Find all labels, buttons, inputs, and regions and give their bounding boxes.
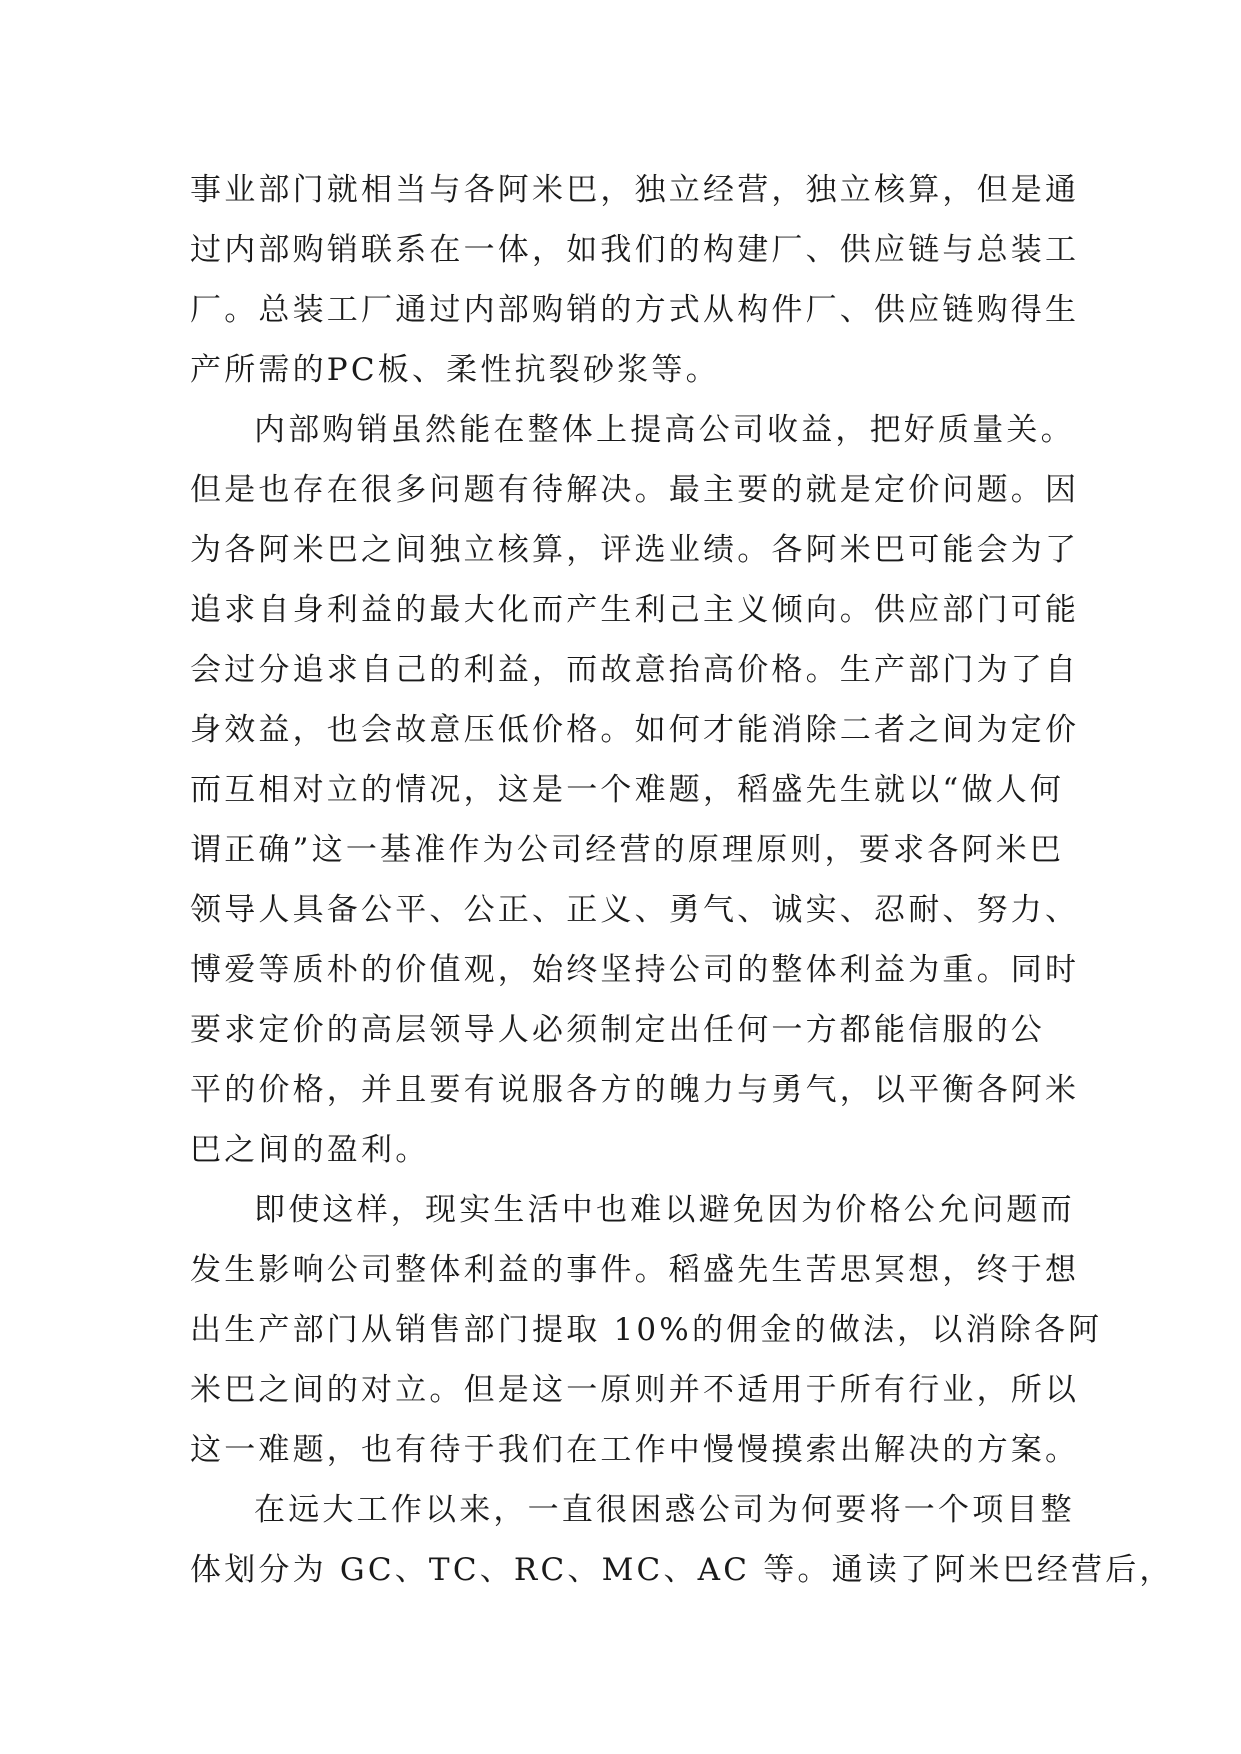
text-line: 会过分追求自己的利益，而故意抬高价格。生产部门为了自 <box>190 652 1080 688</box>
document-body <box>190 160 1174 1600</box>
paragraph-first-line: 内部购销虽然能在整体上提高公司收益，把好质量关。 <box>254 412 1075 448</box>
text-line: 米巴之间的对立。但是这一原则并不适用于所有行业，所以 <box>190 1372 1080 1408</box>
text-line: 发生影响公司整体利益的事件。稻盛先生苦思冥想，终于想 <box>190 1252 1080 1288</box>
text-line: 平的价格，并且要有说服各方的魄力与勇气，以平衡各阿米 <box>190 1072 1080 1108</box>
text-line: 身效益，也会故意压低价格。如何才能消除二者之间为定价 <box>190 712 1080 748</box>
text-line: 而互相对立的情况，这是一个难题，稻盛先生就以“做人何 <box>190 772 1065 808</box>
text-line: 这一难题，也有待于我们在工作中慢慢摸索出解决的方案。 <box>190 1432 1080 1468</box>
text-line: 谓正确”这一基准作为公司经营的原理原则，要求各阿米巴 <box>190 832 1065 868</box>
text-line: 过内部购销联系在一体，如我们的构建厂、供应链与总装工 <box>190 232 1080 268</box>
text-line: 博爱等质朴的价值观，始终坚持公司的整体利益为重。同时 <box>190 952 1080 988</box>
paragraph-first-line: 即使这样，现实生活中也难以避免因为价格公允问题而 <box>254 1192 1075 1228</box>
text-line: 体划分为 GC、TC、RC、MC、AC 等。通读了阿米巴经营后， <box>190 1552 1174 1588</box>
text-line: 追求自身利益的最大化而产生利己主义倾向。供应部门可能 <box>190 592 1080 628</box>
text-line: 事业部门就相当与各阿米巴，独立经营，独立核算，但是通 <box>190 172 1080 208</box>
text-line: 巴之间的盈利。 <box>190 1132 430 1168</box>
text-line: 出生产部门从销售部门提取 10%的佣金的做法，以消除各阿 <box>190 1312 1103 1348</box>
text-line: 厂。总装工厂通过内部购销的方式从构件厂、供应链购得生 <box>190 292 1080 328</box>
text-line: 领导人具备公平、公正、正义、勇气、诚实、忍耐、努力、 <box>190 892 1080 928</box>
text-line: 产所需的PC板、柔性抗裂砂浆等。 <box>190 352 720 388</box>
text-line: 但是也存在很多问题有待解决。最主要的就是定价问题。因 <box>190 472 1080 508</box>
text-line: 要求定价的高层领导人必须制定出任何一方都能信服的公 <box>190 1012 1045 1048</box>
paragraph-first-line: 在远大工作以来，一直很困惑公司为何要将一个项目整 <box>254 1492 1075 1528</box>
text-line: 为各阿米巴之间独立核算，评选业绩。各阿米巴可能会为了 <box>190 532 1080 568</box>
